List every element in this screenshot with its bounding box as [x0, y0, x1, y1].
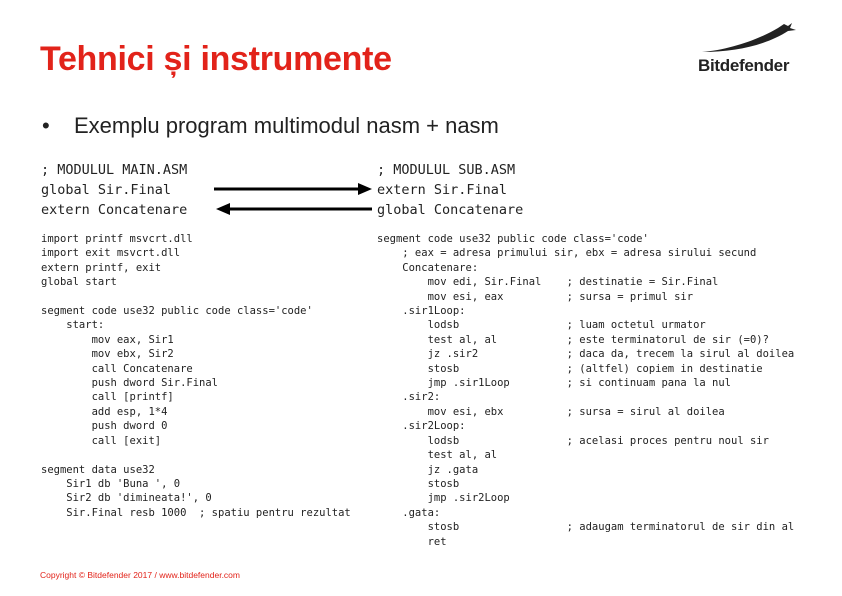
sub-module-header: ; MODULUL SUB.ASM extern Sir.Final global Concatenare [377, 162, 524, 218]
sub-module-code: segment code use32 public code class='code' ; eax = adresa primului sir, ebx = adresa sirului secund Concatenare: mov edi, Sir.Final ; destinatie = Sir.Final mov esi, eax ; sursa = primul sir .sir1Loop: lodsb ; luam octetul urmator test al, al ; este terminatorul de sir (=0)? jz .sir2 ; daca da, trecem la sirul al doilea stosb ; (altfel) copiem in destinatie jmp .sir1Loop ; si continuam pana la nul .sir2: mov esi, ebx ; sursa = sirul al doilea .sir2Loop: lodsb ; acelasi proces pentru noul sir test al, al jz .gata stosb jmp .sir2Loop .gata: stosb ; adaugam terminatorul de sir din al ret [377, 233, 795, 548]
logo-text: Bitdefender [698, 56, 790, 75]
bitdefender-logo-icon [698, 22, 800, 56]
bullet-dot: • [42, 113, 50, 138]
footer-copyright: Copyright © Bitdefender 2017 / www.bitdefender.com [40, 570, 240, 580]
main-module-code: import printf msvcrt.dll import exit msvcrt.dll extern printf, exit global start segment code use32 public code class='code' start: mov eax, Sir1 mov ebx, Sir2 call Concatenare push dword Sir.Final call [printf] add esp, 1*4 push dword 0 call [exit] segment data use32 Sir1 db 'Buna ', 0 Sir2 db 'dimineata!', 0 Sir.Final resb 1000 ; spatiu pentru rezultat [41, 233, 351, 519]
main-module-header: ; MODULUL MAIN.ASM global Sir.Final extern Concatenare [41, 162, 188, 218]
bullet-text: Exemplu program multimodul nasm + nasm [74, 113, 499, 138]
bullet-item [42, 113, 499, 139]
bitdefender-logo [698, 22, 800, 76]
arrow-right-icon [214, 183, 372, 195]
arrow-left-icon [216, 203, 372, 215]
slide-title: Tehnici și instrumente [40, 40, 392, 78]
